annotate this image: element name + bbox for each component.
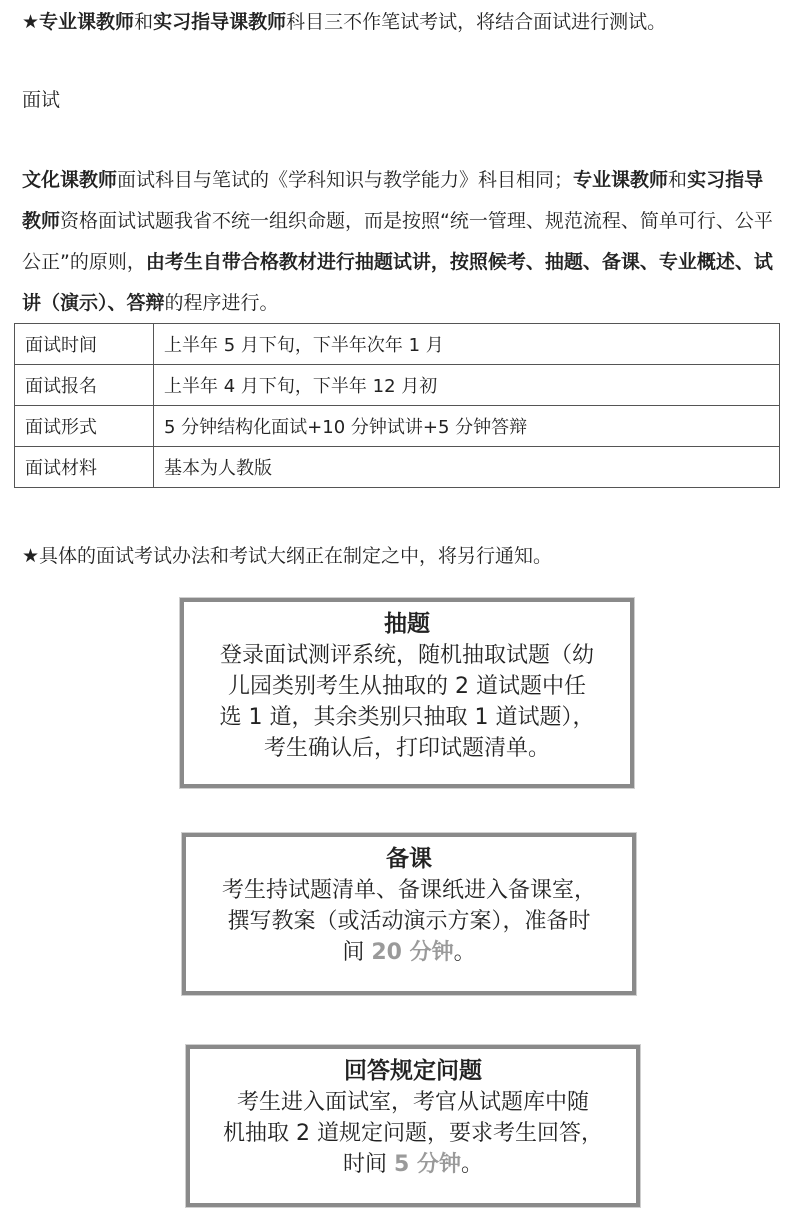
step-title: 回答规定问题 (344, 1058, 482, 1084)
intro-star: ★ (22, 11, 40, 33)
intro-subject-1: 专业课教师 (39, 11, 135, 33)
section-heading: 面试 (22, 89, 61, 111)
step-box-draw (180, 598, 634, 788)
table-key: 面试形式 (15, 406, 154, 447)
table-row (15, 406, 780, 447)
culture-paragraph (22, 160, 782, 324)
step-body (184, 640, 630, 764)
step-body (186, 875, 632, 968)
note-paragraph: ★具体的面试考试办法和考试大纲正在制定之中，将另行通知。 (22, 545, 553, 567)
table-row (15, 447, 780, 488)
step-duration: 20 分钟 (371, 940, 454, 965)
step-box-answer (186, 1045, 640, 1207)
step-line (198, 937, 620, 968)
step-line: 机抽取 2 道规定问题，要求考生回答， (223, 1121, 603, 1146)
table-key: 面试报名 (15, 365, 154, 406)
interview-info-table (14, 323, 780, 488)
step-duration: 5 分钟 (394, 1152, 461, 1177)
intro-subject-2: 实习指导课教师 (153, 11, 287, 33)
table-key: 面试材料 (15, 447, 154, 488)
culture-t5: 实习指导教师 (22, 169, 764, 232)
step-line-pre: 时间 (343, 1152, 394, 1177)
culture-t6: 资格面试试题我省不统一组织命题，而是按照“统一管理、规范流程、简单可行、公平公正”的原则， (22, 210, 773, 273)
intro-paragraph (22, 4, 782, 40)
table-row (15, 324, 780, 365)
culture-t4: 和 (668, 169, 688, 191)
table-value: 5 分钟结构化面试+10 分钟试讲+5 分钟答辩 (154, 406, 780, 447)
culture-t8: 的程序进行。 (164, 292, 279, 314)
step-line: 登录面试测评系统，随机抽取试题（幼 (219, 643, 594, 668)
intro-rest: 科目三不作笔试考试，将结合面试进行测试。 (286, 11, 667, 33)
table-value: 上半年 4 月下旬，下半年 12 月初 (154, 365, 780, 406)
step-line-post: 。 (453, 940, 476, 965)
table-key: 面试时间 (15, 324, 154, 365)
step-line: 儿园类别考生从抽取的 2 道试题中任 (228, 674, 586, 699)
step-line: 选 1 道，其余类别只抽取 1 道试题）， (219, 705, 595, 730)
step-title: 抽题 (384, 611, 430, 637)
culture-t7: 由考生自带合格教材进行抽题试讲，按照候考、抽题、备课、专业概述、试讲（演示）、答辩 (22, 251, 773, 314)
step-line: 考生进入面试室，考官从试题库中随 (236, 1090, 589, 1115)
table-row (15, 365, 780, 406)
step-title: 备课 (386, 846, 432, 872)
intro-conj: 和 (134, 11, 154, 33)
culture-t1: 文化课教师 (22, 169, 118, 191)
step-line (202, 1149, 624, 1180)
step-line-pre: 间 (342, 940, 372, 965)
culture-t3: 专业课教师 (573, 169, 669, 191)
step-line: 考生确认后，打印试题清单。 (263, 736, 550, 761)
table-value: 基本为人教版 (154, 447, 780, 488)
culture-t2: 面试科目与笔试的《学科知识与教学能力》科目相同； (117, 169, 574, 191)
step-line: 考生持试题清单、备课纸进入备课室， (221, 878, 596, 903)
step-line-post: 。 (460, 1152, 483, 1177)
step-box-prep (182, 833, 636, 995)
table-value: 上半年 5 月下旬，下半年次年 1 月 (154, 324, 780, 365)
step-line: 撰写教案（或活动演示方案），准备时 (227, 909, 591, 934)
step-body (190, 1087, 636, 1180)
